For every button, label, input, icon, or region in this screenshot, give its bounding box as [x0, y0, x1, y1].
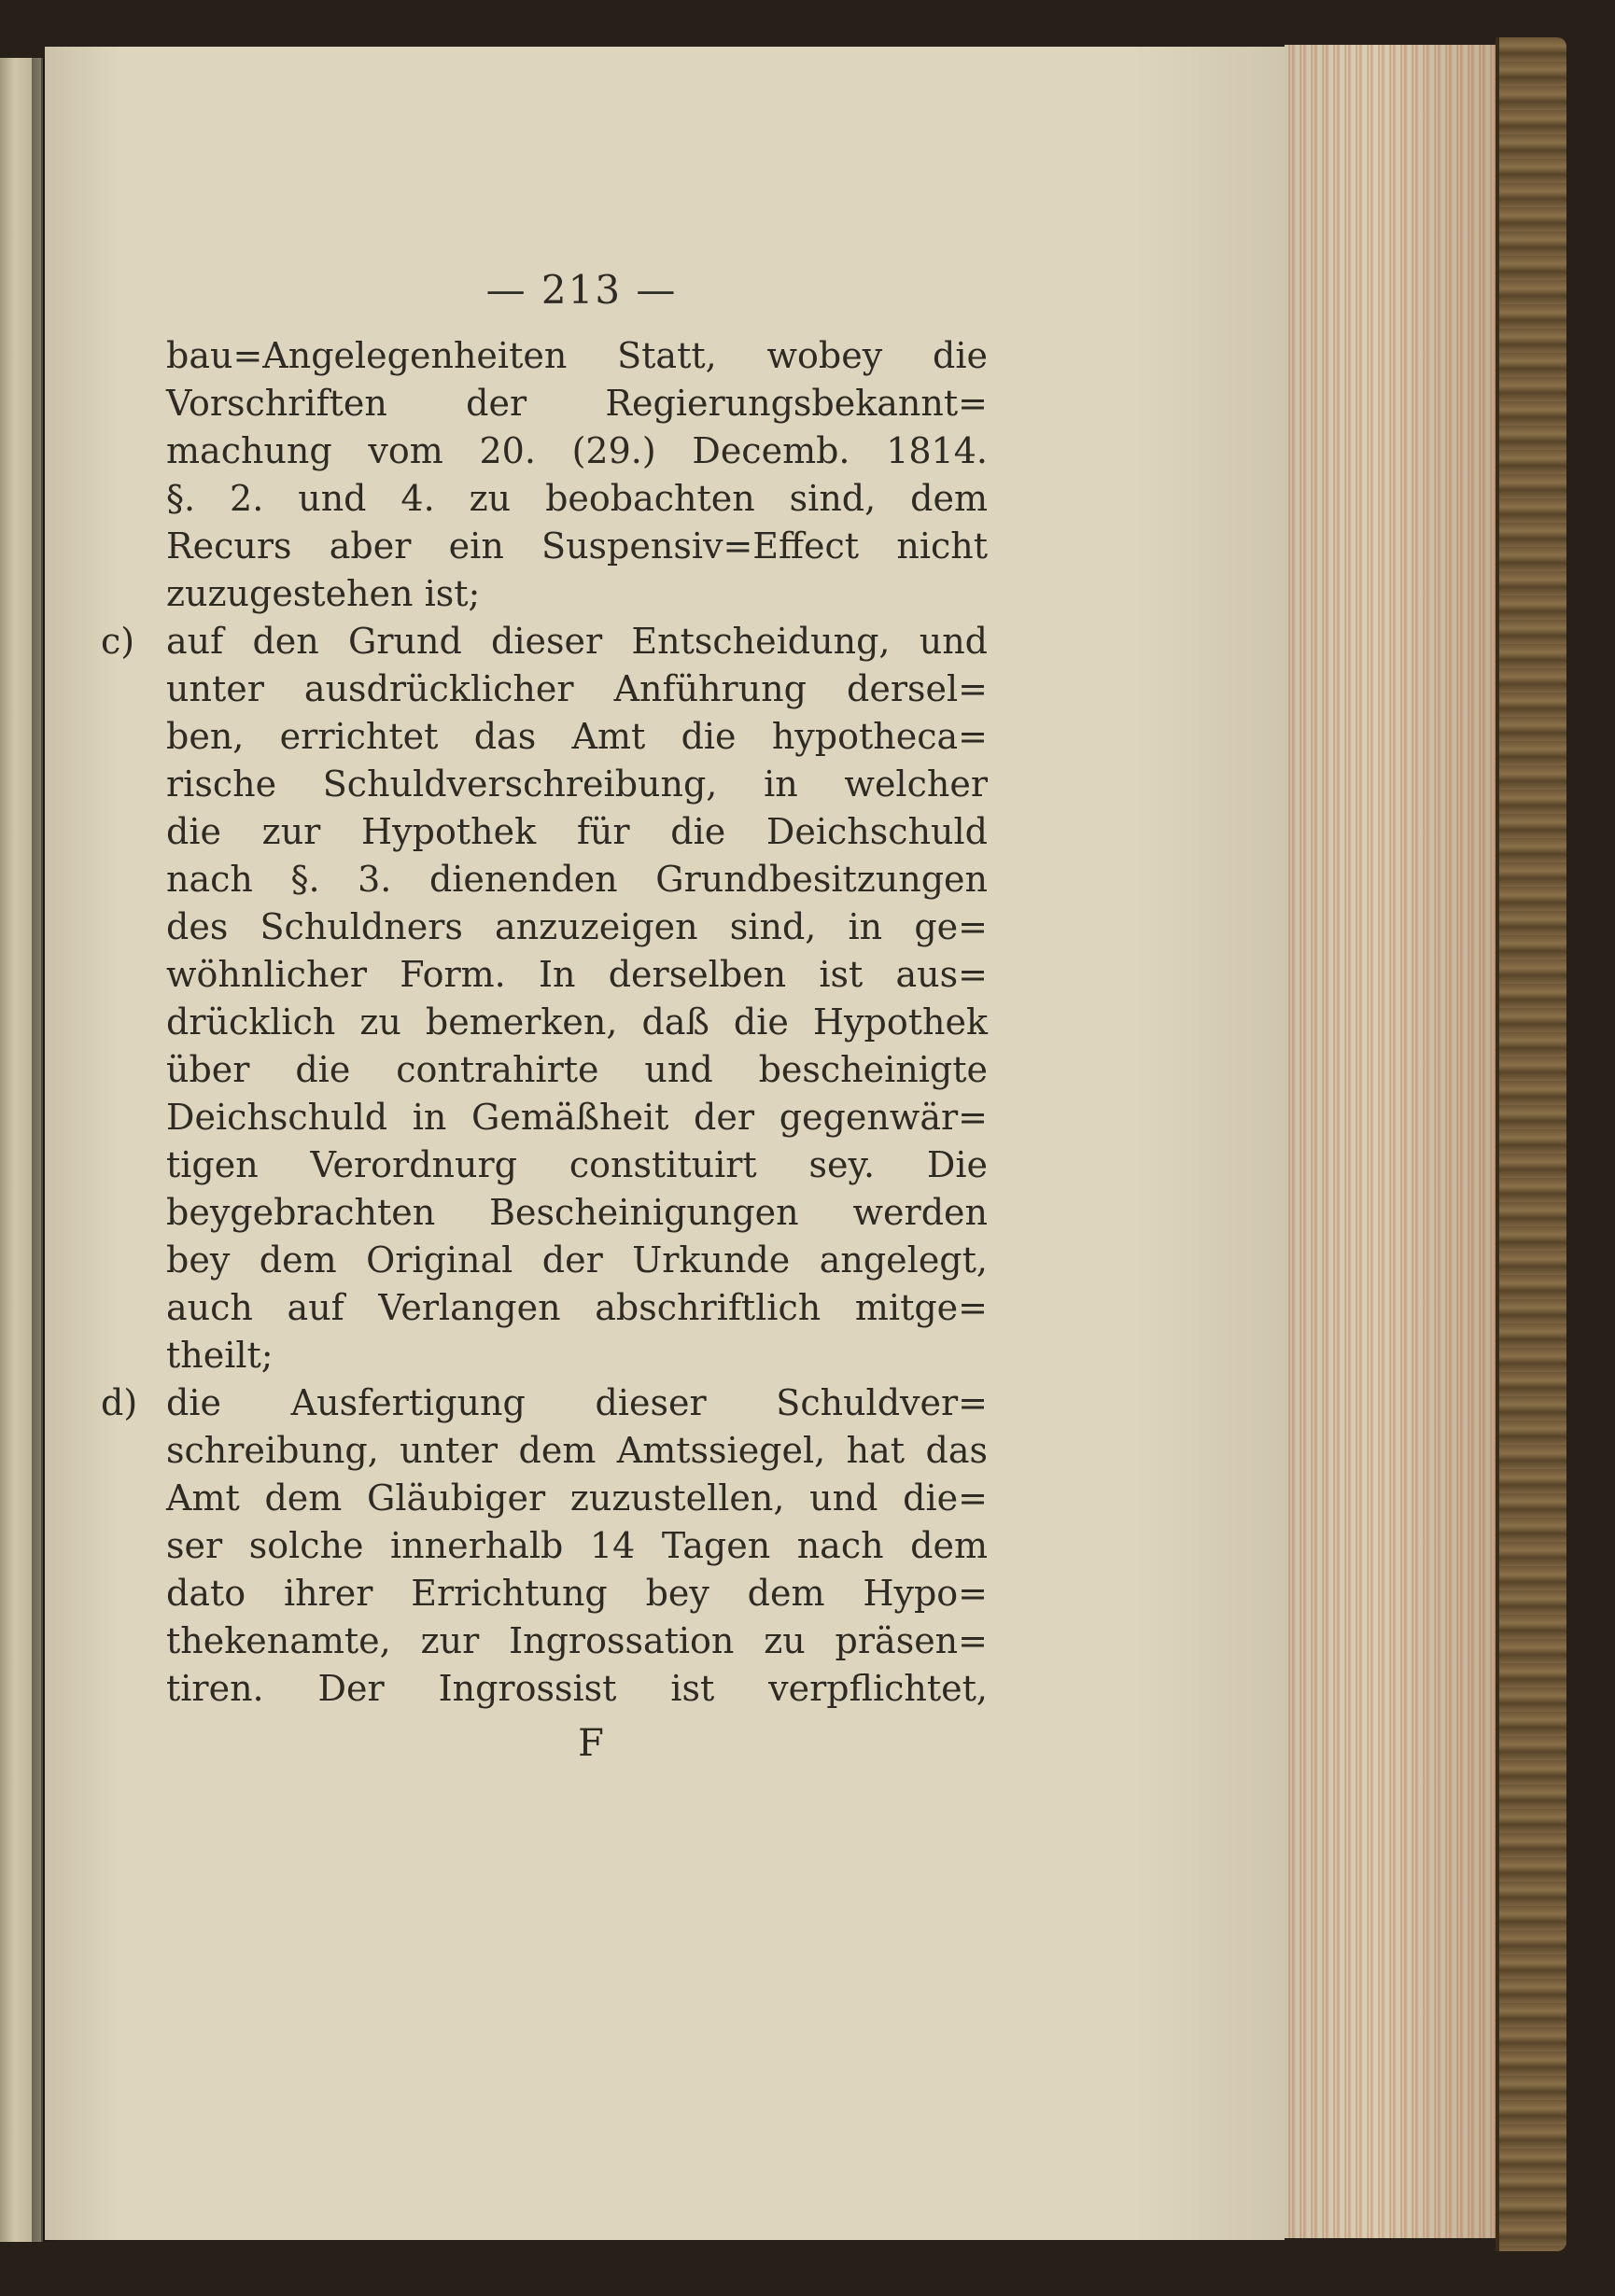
catchword: F [578, 1722, 604, 1765]
text-line: schreibung, unter dem Amtssiegel, hat das [166, 1430, 988, 1471]
text-line: Deichschuld in Gemäßheit der gegenwär= [166, 1097, 988, 1138]
text-line: die zur Hypothek für die Deichschuld [166, 811, 988, 852]
page-edges-shade [1285, 45, 1509, 2238]
text-line: bau=Angelegenheiten Statt, wobey die [166, 335, 988, 376]
text-line: rische Schuldverschreibung, in welcher [166, 763, 988, 805]
text-line: über die contrahirte und bescheinigte [166, 1049, 988, 1090]
text-line: §. 2. und 4. zu beobachten sind, dem [166, 478, 988, 519]
text-line: nach §. 3. dienenden Grundbesitzungen [166, 859, 988, 900]
text-line: Vorschriften der Regierungsbekannt= [166, 383, 988, 424]
text-line: bey dem Original der Urkunde angelegt, [166, 1239, 988, 1281]
text-line: ser solche innerhalb 14 Tagen nach dem [166, 1525, 988, 1566]
text-line: die Ausfertigung dieser Schuldver= [166, 1382, 988, 1423]
text-line: tigen Verordnurg constituirt sey. Die [166, 1144, 988, 1185]
text-line: dato ihrer Errichtung bey dem Hypo= [166, 1573, 988, 1614]
book-cover [1496, 37, 1566, 2251]
text-line: auch auf Verlangen abschriftlich mitge= [166, 1287, 988, 1328]
list-item-d [101, 1379, 988, 1713]
text-line: wöhnlicher Form. In derselben ist aus= [166, 954, 988, 995]
text-line: zuzugestehen ist; [166, 573, 481, 614]
text-line: auf den Grund dieser Entscheidung, und [166, 621, 988, 662]
text-line: tiren. Der Ingrossist ist verpflichtet, [166, 1668, 988, 1709]
intro-paragraph [166, 332, 988, 618]
text-line: drücklich zu bemerken, daß die Hypothek [166, 1001, 988, 1043]
text-line: Recurs aber ein Suspensiv=Effect nicht [166, 525, 988, 567]
item-marker: d) [101, 1382, 138, 1423]
text-line: unter ausdrücklicher Anführung dersel= [166, 668, 988, 709]
text-line: machung vom 20. (29.) Decemb. 1814. [166, 430, 988, 471]
text-line: des Schuldners anzuzeigen sind, in ge= [166, 906, 988, 947]
text-line: thekenamte, zur Ingrossation zu präsen= [166, 1620, 988, 1661]
text-line: ben, errichtet das Amt die hypotheca= [166, 716, 988, 757]
page-text [101, 266, 988, 1768]
page-number: — 213 — [485, 267, 678, 313]
text-line: theilt; [166, 1335, 274, 1376]
text-line: Amt dem Gläubiger zuzustellen, und die= [166, 1477, 988, 1519]
text-line: beygebrachten Bescheinigungen werden [166, 1192, 988, 1233]
list-item-c [101, 618, 988, 1379]
item-marker: c) [101, 621, 135, 662]
